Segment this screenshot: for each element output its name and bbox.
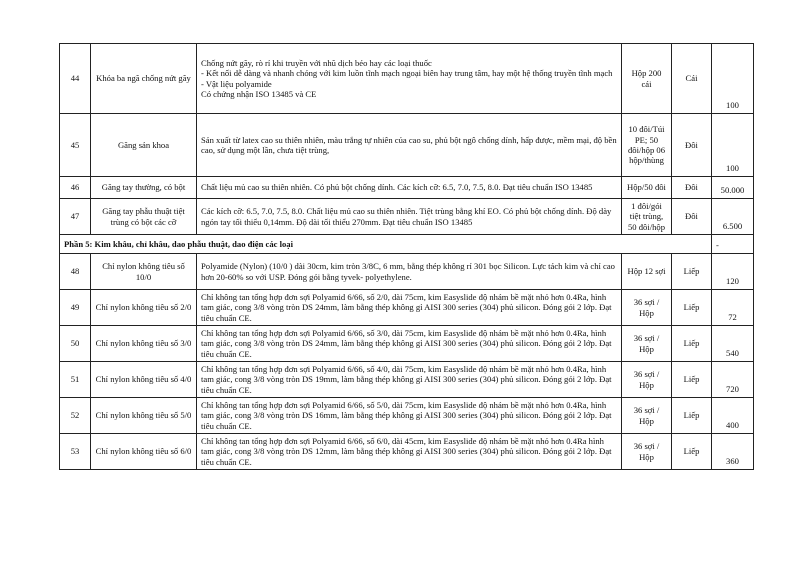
section-body bbox=[60, 235, 754, 254]
item-name: Chỉ nylon không tiêu số 10/0 bbox=[91, 254, 197, 290]
packaging: 10 đôi/Túi PE; 50 đôi/hộp 06 hộp/thùng bbox=[622, 114, 672, 177]
item-description bbox=[197, 44, 622, 114]
description-line: - Vật liệu polyamide bbox=[201, 78, 272, 89]
item-description bbox=[197, 326, 622, 362]
description-line: Chỉ không tan tổng hợp đơn sợi Polyamid 6/66, số 6/0, dài 45cm, kim Easyslide độ nhám bề mặt nhỏ hơn 0.4Ra hình tam giác, cong 3/8 vòng tròn DS 12mm, làm bằng thép không gỉ AISI 300 series (304) phủ silicon. Đóng gói 2 lớp. Đạt tiêu chuẩn CE. bbox=[201, 435, 612, 467]
packaging: 36 sợi / Hộp bbox=[622, 398, 672, 434]
row-number: 44 bbox=[60, 44, 91, 114]
packaging: 36 sợi / Hộp bbox=[622, 290, 672, 326]
row-number: 46 bbox=[60, 177, 91, 199]
description-line: Có chứng nhận ISO 13485 và CE bbox=[201, 88, 317, 99]
item-name: Chỉ nylon không tiêu số 4/0 bbox=[91, 362, 197, 398]
quantity: 120 bbox=[712, 254, 754, 290]
section-qty: - bbox=[712, 235, 754, 254]
item-name: Găng sản khoa bbox=[91, 114, 197, 177]
row-number: 49 bbox=[60, 290, 91, 326]
quantity: 360 bbox=[712, 434, 754, 470]
description-line: Chỉ không tan tổng hợp đơn sợi Polyamid 6/66, số 5/0, dài 75cm, kim Easyslide độ nhám bề mặt nhỏ hơn 0.4Ra, hình tam giác, cong 3/8 vòng tròn DS 16mm, làm bằng thép không gỉ AISI 300 series (304) phủ silicon. Đóng gói 2 lớp. Đạt tiêu chuẩn CE. bbox=[201, 399, 612, 431]
description-line: Sản xuất từ latex cao su thiên nhiên, màu trắng tự nhiên của cao su, phủ bột ngô chống dính, hấp được, mềm mại, độ bền cao, sử dụng một lần, chưa tiệt trùng, bbox=[201, 134, 617, 155]
quantity: 400 bbox=[712, 398, 754, 434]
row-number: 51 bbox=[60, 362, 91, 398]
packaging: 36 sợi / Hộp bbox=[622, 362, 672, 398]
item-description bbox=[197, 290, 622, 326]
table-row bbox=[60, 326, 754, 362]
quantity: 720 bbox=[712, 362, 754, 398]
quantity: 6.500 bbox=[712, 199, 754, 235]
item-name: Chỉ nylon không tiêu số 2/0 bbox=[91, 290, 197, 326]
unit: Đôi bbox=[672, 114, 712, 177]
quantity: 540 bbox=[712, 326, 754, 362]
description-line: Chất liệu mủ cao su thiên nhiên. Có phủ bột chống dính. Các kích cỡ: 6.5, 7.0, 7.5, 8.0. Đạt tiêu chuẩn ISO 13485 bbox=[201, 182, 593, 193]
quantity: 100 bbox=[712, 44, 754, 114]
description-line: Chống nứt gãy, rò rỉ khi truyền với nhũ dịch béo hay các loại thuốc bbox=[201, 57, 432, 68]
packaging: Hộp/50 đôi bbox=[622, 177, 672, 199]
row-number: 52 bbox=[60, 398, 91, 434]
row-number: 48 bbox=[60, 254, 91, 290]
unit: Liếp bbox=[672, 434, 712, 470]
section-row bbox=[60, 235, 754, 254]
table-row bbox=[60, 177, 754, 199]
unit: Liếp bbox=[672, 254, 712, 290]
table-row bbox=[60, 398, 754, 434]
item-description bbox=[197, 362, 622, 398]
table-body-top bbox=[60, 44, 754, 235]
table-row bbox=[60, 362, 754, 398]
item-name: Khóa ba ngã chống nứt gãy bbox=[91, 44, 197, 114]
item-description bbox=[197, 434, 622, 470]
description-line: Chỉ không tan tổng hợp đơn sợi Polyamid 6/66, số 3/0, dài 75cm, kim Easyslide độ nhám bề mặt nhỏ hơn 0.4Ra, hình tam giác, cong 3/8 vòng tròn DS 24mm, làm bằng thép không gỉ AISI 300 series (304) phủ silicon. Đóng gói 2 lớp. Đạt tiêu chuẩn CE. bbox=[201, 327, 612, 359]
table-row bbox=[60, 290, 754, 326]
unit: Liếp bbox=[672, 290, 712, 326]
item-description bbox=[197, 114, 622, 177]
table-row bbox=[60, 114, 754, 177]
product-table bbox=[59, 43, 754, 470]
unit: Liếp bbox=[672, 362, 712, 398]
description-line: Polyamide (Nylon) (10/0 ) dài 30cm, kim tròn 3/8C, 6 mm, bằng thép không rỉ 301 bọc Silicon. Lực tách kim và chỉ cao hơn 20-60% so với USP. Đóng gói bằng tyvek- polyethylene. bbox=[201, 261, 615, 282]
packaging: Hộp 200 cái bbox=[622, 44, 672, 114]
description-line: Các kích cỡ: 6.5, 7.0, 7.5, 8.0. Chất liệu mủ cao su thiên nhiên. Tiệt trùng bằng khí EO. Có phủ bột chống dính. Độ dày ngón tay tối thiểu 0,14mm. Độ dài tối thiểu 270mm. Đạt tiêu chuẩn ISO 13485 bbox=[201, 206, 612, 227]
packaging: Hộp 12 sợi bbox=[622, 254, 672, 290]
packaging: 36 sợi / Hộp bbox=[622, 326, 672, 362]
unit: Đôi bbox=[672, 199, 712, 235]
table-row bbox=[60, 199, 754, 235]
row-number: 47 bbox=[60, 199, 91, 235]
table-body-bottom bbox=[60, 254, 754, 470]
packaging: 1 đôi/gói tiệt trùng, 50 đôi/hộp bbox=[622, 199, 672, 235]
quantity: 50.000 bbox=[712, 177, 754, 199]
item-description bbox=[197, 199, 622, 235]
description-line: - Kết nối dễ dàng và nhanh chóng với kim luồn tĩnh mạch ngoại biên hay trung tâm, hay một hệ thống truyền tĩnh mạch bbox=[201, 68, 613, 79]
unit: Đôi bbox=[672, 177, 712, 199]
table-row bbox=[60, 434, 754, 470]
item-description bbox=[197, 254, 622, 290]
section-title: Phần 5: Kim khâu, chỉ khâu, dao phẫu thuật, dao điện các loại bbox=[60, 235, 712, 254]
row-number: 50 bbox=[60, 326, 91, 362]
item-name: Găng tay thường, có bột bbox=[91, 177, 197, 199]
item-name: Chỉ nylon không tiêu số 5/0 bbox=[91, 398, 197, 434]
item-name: Chỉ nylon không tiêu số 3/0 bbox=[91, 326, 197, 362]
description-line: Chỉ không tan tổng hợp đơn sợi Polyamid 6/66, số 4/0, dài 75cm, kim Easyslide độ nhám bề mặt nhỏ hơn 0.4Ra, hình tam giác, cong 3/8 vòng tròn DS 19mm, làm bằng thép không gỉ AISI 300 series (304) phủ silicon. Đóng gói 2 lớp. Đạt tiêu chuẩn CE. bbox=[201, 363, 612, 395]
row-number: 53 bbox=[60, 434, 91, 470]
row-number: 45 bbox=[60, 114, 91, 177]
unit: Cái bbox=[672, 44, 712, 114]
quantity: 100 bbox=[712, 114, 754, 177]
item-name: Chỉ nylon không tiêu số 6/0 bbox=[91, 434, 197, 470]
item-name: Găng tay phẫu thuật tiệt trùng có bột các cỡ bbox=[91, 199, 197, 235]
unit: Liếp bbox=[672, 326, 712, 362]
packaging: 36 sợi / Hộp bbox=[622, 434, 672, 470]
unit: Liếp bbox=[672, 398, 712, 434]
table-row bbox=[60, 44, 754, 114]
description-line: Chỉ không tan tổng hợp đơn sợi Polyamid 6/66, số 2/0, dài 75cm, kim Easyslide độ nhám bề mặt nhỏ hơn 0.4Ra, hình tam giác, cong 3/8 vòng tròn DS 24mm, làm bằng thép không gỉ AISI 300 series (304) phủ silicon. Đóng gói 2 lớp. Đạt tiêu chuẩn CE. bbox=[201, 291, 612, 323]
item-description bbox=[197, 398, 622, 434]
quantity: 72 bbox=[712, 290, 754, 326]
table-row bbox=[60, 254, 754, 290]
item-description bbox=[197, 177, 622, 199]
